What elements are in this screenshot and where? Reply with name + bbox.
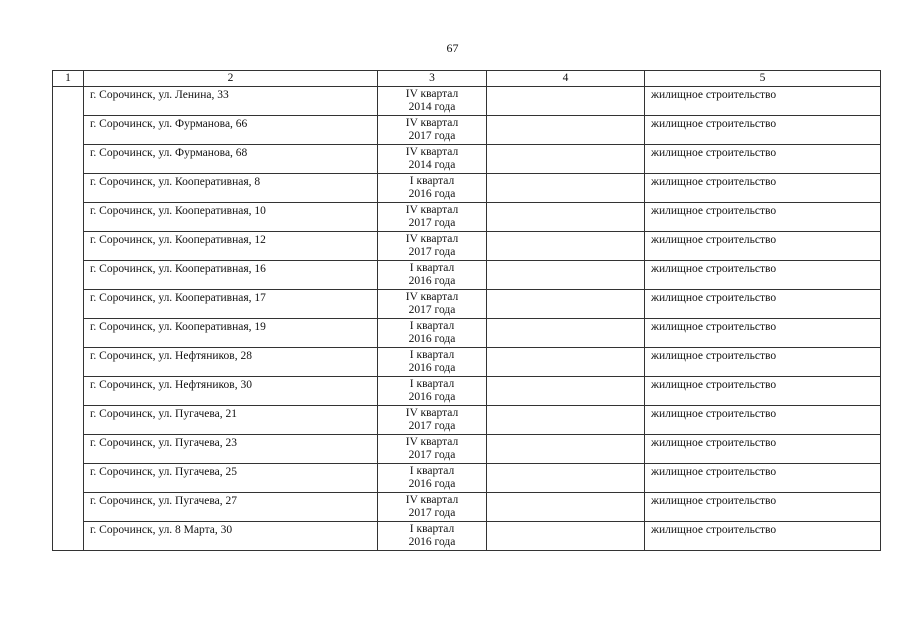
row-number-cell [53, 145, 84, 174]
term-cell [378, 261, 487, 290]
column-header-5: 5 [645, 71, 881, 87]
term-cell [378, 348, 487, 377]
term-cell [378, 116, 487, 145]
purpose-cell: жилищное строительство [645, 435, 881, 464]
term-quarter: IV квартал [405, 146, 459, 158]
row-number-cell [53, 116, 84, 145]
term-year: 2014 года [408, 159, 456, 171]
column-4-cell [487, 261, 645, 290]
column-4-cell [487, 522, 645, 551]
term-year: 2014 года [408, 101, 456, 113]
term-cell [378, 290, 487, 319]
row-number-cell [53, 406, 84, 435]
table-row [53, 174, 881, 203]
column-header-1: 1 [53, 71, 84, 87]
row-number-cell [53, 261, 84, 290]
term-year: 2016 года [408, 478, 456, 490]
address-cell: г. Сорочинск, ул. Нефтяников, 30 [84, 377, 378, 406]
term-year: 2017 года [408, 217, 456, 229]
table-row [53, 116, 881, 145]
purpose-cell: жилищное строительство [645, 493, 881, 522]
table-row [53, 493, 881, 522]
term-cell [378, 319, 487, 348]
term-cell [378, 87, 487, 116]
term-quarter: I квартал [409, 465, 455, 477]
purpose-cell: жилищное строительство [645, 145, 881, 174]
table-row [53, 87, 881, 116]
term-year: 2016 года [408, 275, 456, 287]
term-cell [378, 435, 487, 464]
address-cell: г. Сорочинск, ул. Кооперативная, 17 [84, 290, 378, 319]
table-row [53, 232, 881, 261]
term-year: 2017 года [408, 507, 456, 519]
address-cell: г. Сорочинск, ул. Кооперативная, 12 [84, 232, 378, 261]
column-4-cell [487, 87, 645, 116]
table-row [53, 145, 881, 174]
row-number-cell [53, 232, 84, 261]
term-quarter: I квартал [409, 175, 455, 187]
term-cell [378, 464, 487, 493]
column-4-cell [487, 348, 645, 377]
column-4-cell [487, 406, 645, 435]
purpose-cell: жилищное строительство [645, 319, 881, 348]
address-cell: г. Сорочинск, ул. Пугачева, 23 [84, 435, 378, 464]
address-cell: г. Сорочинск, ул. 8 Марта, 30 [84, 522, 378, 551]
row-number-cell [53, 203, 84, 232]
row-number-cell [53, 87, 84, 116]
table-row [53, 319, 881, 348]
address-cell: г. Сорочинск, ул. Нефтяников, 28 [84, 348, 378, 377]
term-cell [378, 232, 487, 261]
address-cell: г. Сорочинск, ул. Пугачева, 21 [84, 406, 378, 435]
term-year: 2017 года [408, 420, 456, 432]
term-quarter: IV квартал [405, 407, 459, 419]
column-4-cell [487, 232, 645, 261]
purpose-cell: жилищное строительство [645, 203, 881, 232]
purpose-cell: жилищное строительство [645, 232, 881, 261]
term-year: 2017 года [408, 130, 456, 142]
term-cell [378, 174, 487, 203]
purpose-cell: жилищное строительство [645, 174, 881, 203]
table-header-row [53, 71, 881, 87]
term-year: 2017 года [408, 304, 456, 316]
address-cell: г. Сорочинск, ул. Пугачева, 27 [84, 493, 378, 522]
term-cell [378, 406, 487, 435]
term-quarter: IV квартал [405, 494, 459, 506]
term-year: 2016 года [408, 188, 456, 200]
column-header-4: 4 [487, 71, 645, 87]
term-quarter: I квартал [409, 262, 455, 274]
table-row [53, 377, 881, 406]
table-row [53, 261, 881, 290]
table-body [53, 87, 881, 551]
term-cell [378, 377, 487, 406]
purpose-cell: жилищное строительство [645, 116, 881, 145]
address-cell: г. Сорочинск, ул. Кооперативная, 19 [84, 319, 378, 348]
purpose-cell: жилищное строительство [645, 406, 881, 435]
term-year: 2016 года [408, 333, 456, 345]
term-year: 2016 года [408, 536, 456, 548]
purpose-cell: жилищное строительство [645, 464, 881, 493]
address-cell: г. Сорочинск, ул. Ленина, 33 [84, 87, 378, 116]
column-4-cell [487, 435, 645, 464]
purpose-cell: жилищное строительство [645, 290, 881, 319]
term-quarter: IV квартал [405, 291, 459, 303]
purpose-cell: жилищное строительство [645, 87, 881, 116]
table-row [53, 406, 881, 435]
column-4-cell [487, 464, 645, 493]
row-number-cell [53, 493, 84, 522]
term-year: 2016 года [408, 362, 456, 374]
term-quarter: IV квартал [405, 204, 459, 216]
purpose-cell: жилищное строительство [645, 348, 881, 377]
row-number-cell [53, 464, 84, 493]
row-number-cell [53, 290, 84, 319]
table-row [53, 435, 881, 464]
address-cell: г. Сорочинск, ул. Фурманова, 68 [84, 145, 378, 174]
row-number-cell [53, 377, 84, 406]
table-row [53, 203, 881, 232]
column-header-2: 2 [84, 71, 378, 87]
term-quarter: I квартал [409, 523, 455, 535]
term-cell [378, 522, 487, 551]
address-cell: г. Сорочинск, ул. Кооперативная, 16 [84, 261, 378, 290]
column-4-cell [487, 145, 645, 174]
column-4-cell [487, 203, 645, 232]
term-cell [378, 493, 487, 522]
address-cell: г. Сорочинск, ул. Фурманова, 66 [84, 116, 378, 145]
address-cell: г. Сорочинск, ул. Кооперативная, 10 [84, 203, 378, 232]
term-quarter: I квартал [409, 349, 455, 361]
purpose-cell: жилищное строительство [645, 377, 881, 406]
term-cell [378, 203, 487, 232]
address-cell: г. Сорочинск, ул. Пугачева, 25 [84, 464, 378, 493]
column-4-cell [487, 377, 645, 406]
term-quarter: IV квартал [405, 88, 459, 100]
column-4-cell [487, 290, 645, 319]
column-4-cell [487, 174, 645, 203]
page-number: 67 [446, 41, 459, 55]
term-quarter: IV квартал [405, 233, 459, 245]
address-cell: г. Сорочинск, ул. Кооперативная, 8 [84, 174, 378, 203]
column-header-3: 3 [378, 71, 487, 87]
column-4-cell [487, 319, 645, 348]
row-number-cell [53, 522, 84, 551]
term-cell [378, 145, 487, 174]
table-row [53, 522, 881, 551]
row-number-cell [53, 435, 84, 464]
table-row [53, 290, 881, 319]
term-quarter: IV квартал [405, 117, 459, 129]
land-plots-table [52, 70, 881, 551]
table-row [53, 348, 881, 377]
term-quarter: I квартал [409, 378, 455, 390]
term-quarter: IV квартал [405, 436, 459, 448]
table-row [53, 464, 881, 493]
term-year: 2017 года [408, 449, 456, 461]
term-year: 2017 года [408, 246, 456, 258]
row-number-cell [53, 174, 84, 203]
row-number-cell [53, 348, 84, 377]
term-quarter: I квартал [409, 320, 455, 332]
purpose-cell: жилищное строительство [645, 261, 881, 290]
row-number-cell [53, 319, 84, 348]
column-4-cell [487, 116, 645, 145]
column-4-cell [487, 493, 645, 522]
purpose-cell: жилищное строительство [645, 522, 881, 551]
term-year: 2016 года [408, 391, 456, 403]
